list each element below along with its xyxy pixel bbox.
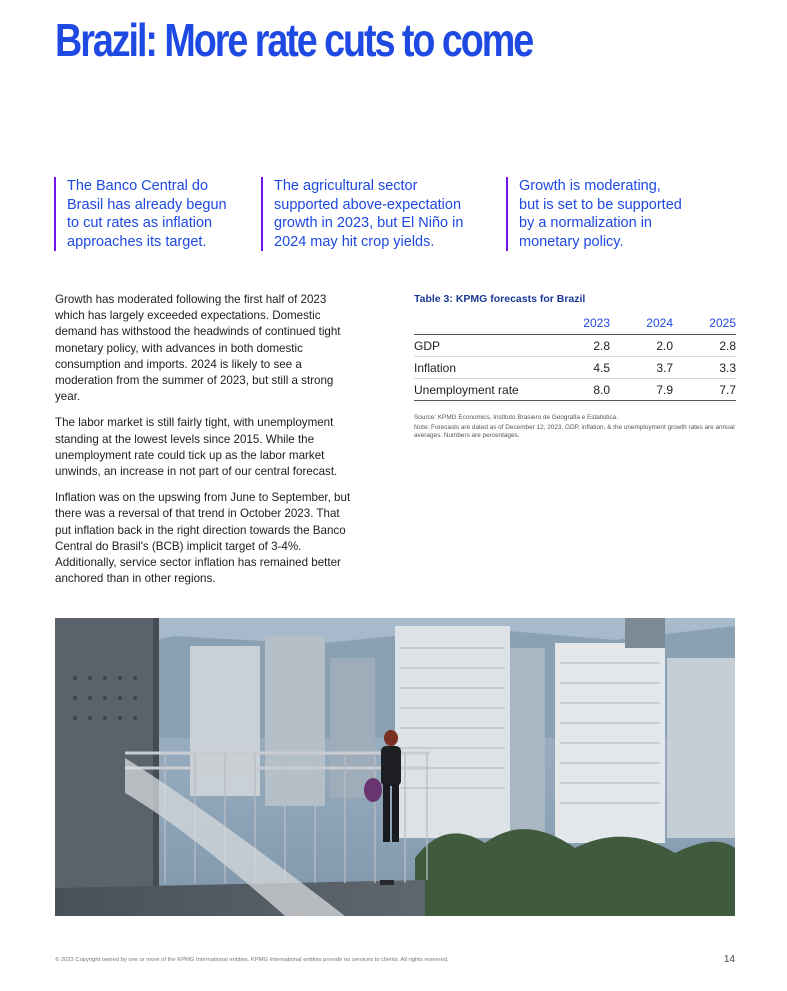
callout-line: monetary policy. <box>519 233 624 250</box>
callout-line: The agricultural sector <box>274 178 418 194</box>
page-number: 14 <box>723 954 735 965</box>
forecast-table <box>414 312 736 401</box>
callout-rate-cuts <box>54 177 227 251</box>
callout-line: to cut rates as inflation <box>67 215 213 231</box>
callout-line: approaches its target. <box>67 233 207 250</box>
copyright-footer: © 2023 Copyright owned by one or more of the KPMG International entities. KPMG International entities provide no services to clients. All rights reserved. <box>55 957 449 963</box>
body-text <box>55 292 355 597</box>
table-cell: 7.7 <box>673 379 736 401</box>
table-header-year: 2025 <box>673 312 736 335</box>
callout-line: but is set to be supported <box>519 196 682 213</box>
table-cell: 8.0 <box>544 379 610 401</box>
table-header-year: 2024 <box>610 312 673 335</box>
table-cell: 4.5 <box>544 357 610 379</box>
row-label: Inflation <box>414 357 544 379</box>
callout-line: Growth is moderating, <box>519 178 661 194</box>
callout-growth <box>506 177 682 251</box>
table-cell: 2.8 <box>544 335 610 357</box>
table-source: Source: KPMG Economics, Instituto Brasiero de Geografia e Estatistica. <box>414 414 618 421</box>
table-cell: 3.3 <box>673 357 736 379</box>
body-paragraph-growth: Growth has moderated following the first half of 2023 which has largely exceeded expectations. Domestic demand has withstood the headwinds of continued tight monetary policy, with advances in both domestic consumption and imports. 2024 is likely to see a moderation from the summer of 2023, but still a strong year. <box>55 293 341 404</box>
table-header-row <box>414 312 736 335</box>
body-paragraph-labor: The labor market is still fairly tight, with unemployment standing at the lowest levels since 2015. While the unemployment rate could tick up as the labor market unwinds, an increase in not part of our central forecast. <box>55 416 338 479</box>
table-cell: 3.7 <box>610 357 673 379</box>
callout-line: growth in 2023, but El Niño in <box>274 215 464 231</box>
table-row <box>414 379 736 401</box>
table-note: Note: Forecasts are dated as of December 12, 2023. GDP, inflation, & the unemployment growth rates are annual averages. Numbers are percentages. <box>414 424 735 439</box>
table-header-year: 2023 <box>544 312 610 335</box>
table-row <box>414 335 736 357</box>
page-title: Brazil: More rate cuts to come <box>55 14 533 66</box>
table-cell: 7.9 <box>610 379 673 401</box>
table-row <box>414 357 736 379</box>
callout-line: supported above-expectation <box>274 196 462 213</box>
callout-line: Brasil has already begun <box>67 196 227 213</box>
callout-line: 2024 may hit crop yields. <box>274 233 435 250</box>
table-cell: 2.8 <box>673 335 736 357</box>
callout-line: The Banco Central do <box>67 178 209 194</box>
city-photo <box>55 618 735 916</box>
callout-line: by a normalization in <box>519 215 652 231</box>
table-header-empty <box>414 312 544 335</box>
table-notes <box>414 414 736 442</box>
body-paragraph-inflation: Inflation was on the upswing from June to September, but there was a reversal of that trend in October 2023. That put inflation back in the right direction towards the Banco Central do Brasil's (BCB) implicit target of 3-4%. Additionally, service sector inflation has remained better anchored than in other regions. <box>55 491 351 586</box>
table-cell: 2.0 <box>610 335 673 357</box>
table-title: Table 3: KPMG forecasts for Brazil <box>414 293 586 305</box>
row-label: GDP <box>414 335 544 357</box>
row-label: Unemployment rate <box>414 379 544 401</box>
callout-agriculture <box>261 177 463 251</box>
